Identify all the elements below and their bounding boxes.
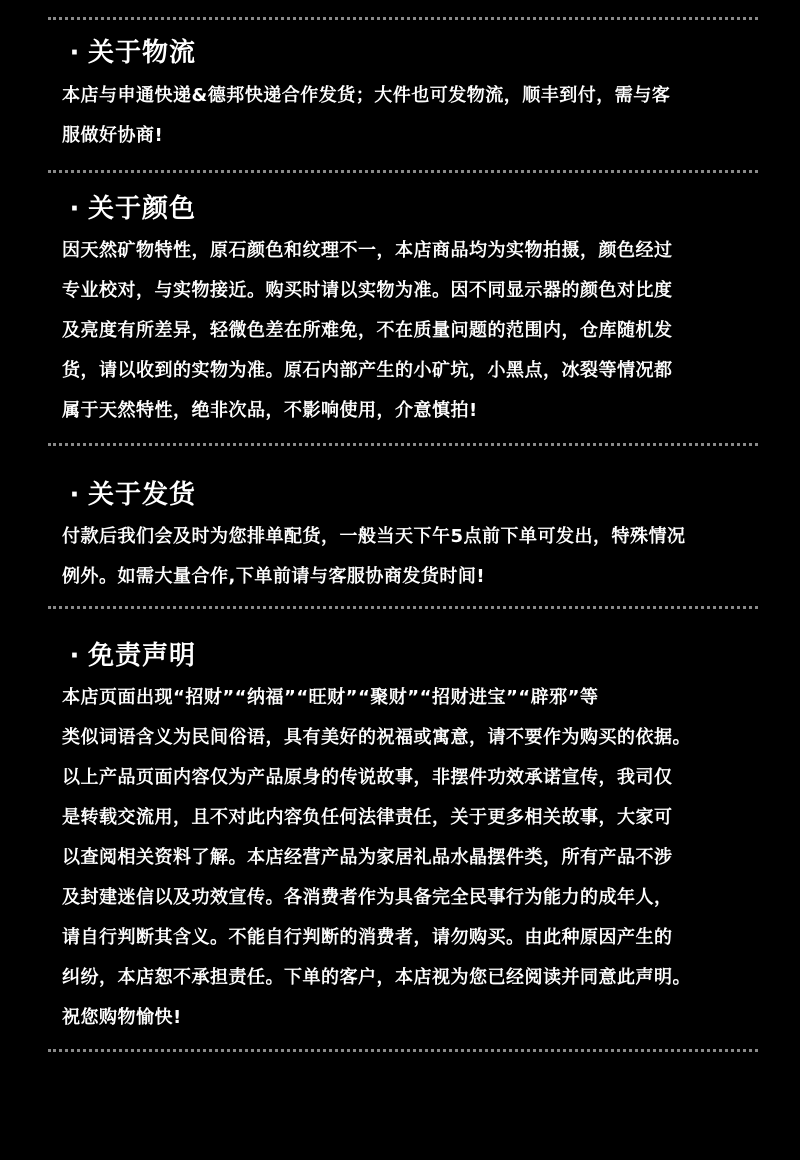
body-line: 纠纷，本店恕不承担责任。下单的客户，本店视为您已经阅读并同意此声明。 [62, 967, 691, 988]
body-line: 是转载交流用，且不对此内容负任何法律责任，关于更多相关故事，大家可 [62, 807, 673, 828]
section-body-shipping [62, 517, 752, 597]
bullet-icon: · [69, 194, 81, 224]
body-line: 例外。如需大量合作,下单前请与客服协商发货时间! [62, 566, 486, 587]
section-body-color [62, 231, 752, 431]
section-title-disclaimer [62, 639, 196, 673]
body-line: 服做好协商! [62, 125, 164, 146]
body-line: 本店页面出现“招财”“纳福”“旺财”“聚财”“招财进宝”“辟邪”等 [62, 687, 599, 708]
section-divider [48, 606, 758, 609]
body-line: 专业校对，与实物接近。购买时请以实物为准。因不同显示器的颜色对比度 [62, 280, 673, 301]
body-line: 祝您购物愉快! [62, 1007, 182, 1028]
body-line: 付款后我们会及时为您排单配货，一般当天下午5点前下单可发出，特殊情况 [62, 526, 686, 547]
body-line: 以上产品页面内容仅为产品原身的传说故事，非摆件功效承诺宣传，我司仅 [62, 767, 673, 788]
section-title-text: 免责声明 [88, 641, 197, 671]
body-line: 本店与申通快递&德邦快递合作发货；大件也可发物流，顺丰到付，需与客 [62, 85, 671, 106]
body-line: 及封建迷信以及功效宣传。各消费者作为具备完全民事行为能力的成年人， [62, 887, 673, 908]
section-divider [48, 170, 758, 173]
section-divider [48, 17, 758, 20]
body-line: 以查阅相关资料了解。本店经营产品为家居礼品水晶摆件类，所有产品不涉 [62, 847, 673, 868]
section-title-text: 关于颜色 [88, 194, 197, 224]
section-body-logistics [62, 76, 752, 156]
section-title-color [62, 192, 196, 226]
bullet-icon: · [69, 38, 81, 68]
body-line: 类似词语含义为民间俗语，具有美好的祝福或寓意，请不要作为购买的依据。 [62, 727, 691, 748]
section-divider [48, 1049, 758, 1052]
bullet-icon: · [69, 480, 81, 510]
section-body-disclaimer [62, 678, 752, 1038]
section-divider [48, 443, 758, 446]
section-title-text: 关于发货 [88, 480, 197, 510]
body-line: 因天然矿物特性，原石颜色和纹理不一，本店商品均为实物拍摄，颜色经过 [62, 240, 673, 261]
body-line: 属于天然特性，绝非次品，不影响使用，介意慎拍! [62, 400, 478, 421]
section-title-text: 关于物流 [88, 38, 197, 68]
body-line: 货，请以收到的实物为准。原石内部产生的小矿坑，小黑点，冰裂等情况都 [62, 360, 673, 381]
section-title-logistics [62, 36, 196, 70]
body-line: 及亮度有所差异，轻微色差在所难免，不在质量问题的范围内，仓库随机发 [62, 320, 673, 341]
section-title-shipping [62, 478, 196, 512]
bullet-icon: · [69, 641, 81, 671]
body-line: 请自行判断其含义。不能自行判断的消费者，请勿购买。由此种原因产生的 [62, 927, 673, 948]
